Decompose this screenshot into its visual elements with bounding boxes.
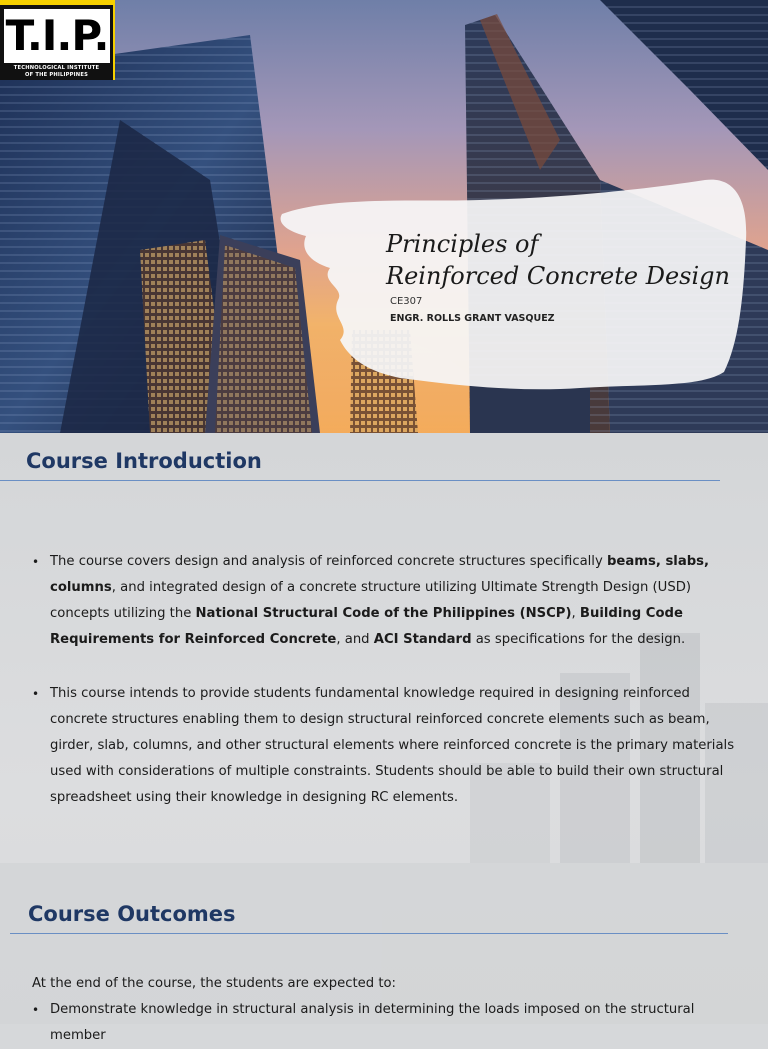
- content-slide: [0, 433, 768, 1043]
- intro-bullet-1-text-1: The course covers design and analysis of reinforced concrete structures specifically: [50, 554, 607, 569]
- instructor-name: ENGR. ROLLS GRANT VASQUEZ: [390, 313, 555, 324]
- tip-logo: [0, 0, 115, 80]
- logo-institute-name: [0, 65, 113, 78]
- logo-letters: T.I.P.: [4, 9, 110, 63]
- intro-bullet-1-bold-3: Building Code Requirements for Reinforced Concrete: [50, 606, 683, 647]
- intro-bullets: [30, 549, 738, 811]
- intro-bullet-2: • This course intends to provide students fundamental knowledge required in designing reinforced concrete structures enabling them to design structural reinforced concrete elements such as beam, girder, slab, columns, and other structural elements where reinforced concrete is the primary materials used with considerations of multiple constraints. Students should be able to build their own structural spreadsheet using their knowledge in designing RC elements.: [30, 681, 738, 811]
- intro-bullet-1-bold-4: ACI Standard: [373, 632, 472, 647]
- title-line-1: Principles of: [386, 230, 539, 258]
- intro-bullet-1-text-5: as specifications for the design.: [471, 632, 686, 647]
- logo-name-line1: TECHNOLOGICAL INSTITUTE: [13, 65, 100, 71]
- intro-bullet-1: [30, 549, 738, 653]
- course-code: CE307: [390, 296, 423, 307]
- outcomes-bullet-1: • Demonstrate knowledge in structural analysis in determining the loads imposed on the structural member: [30, 997, 738, 1049]
- course-introduction-heading: Course Introduction: [26, 449, 262, 473]
- outcomes-bullets: [30, 997, 738, 1049]
- title-slide: [0, 0, 768, 433]
- outcomes-heading-rule: [10, 933, 728, 934]
- intro-bullet-1-text-2: , and integrated design of a concrete structure utilizing Ultimate Strength Design (USD) concepts utilizing the: [50, 580, 691, 621]
- intro-bullet-1-bold-2: National Structural Code of the Philippines (NSCP): [195, 606, 572, 621]
- title-line-2: Reinforced Concrete Design: [386, 262, 730, 290]
- course-outcomes-heading: Course Outcomes: [28, 902, 236, 926]
- logo-name-line2: OF THE PHILIPPINES: [24, 71, 89, 78]
- title-block: [386, 228, 746, 324]
- intro-heading-rule: [0, 480, 720, 481]
- outcomes-lead: At the end of the course, the students are expected to:: [32, 976, 397, 991]
- intro-bullet-1-text-4: , and: [336, 632, 374, 647]
- intro-bullet-1-bold-1: beams, slabs, columns: [50, 554, 710, 595]
- brush-stroke-shape: [0, 0, 768, 433]
- intro-bullet-1-text-3: ,: [571, 606, 580, 621]
